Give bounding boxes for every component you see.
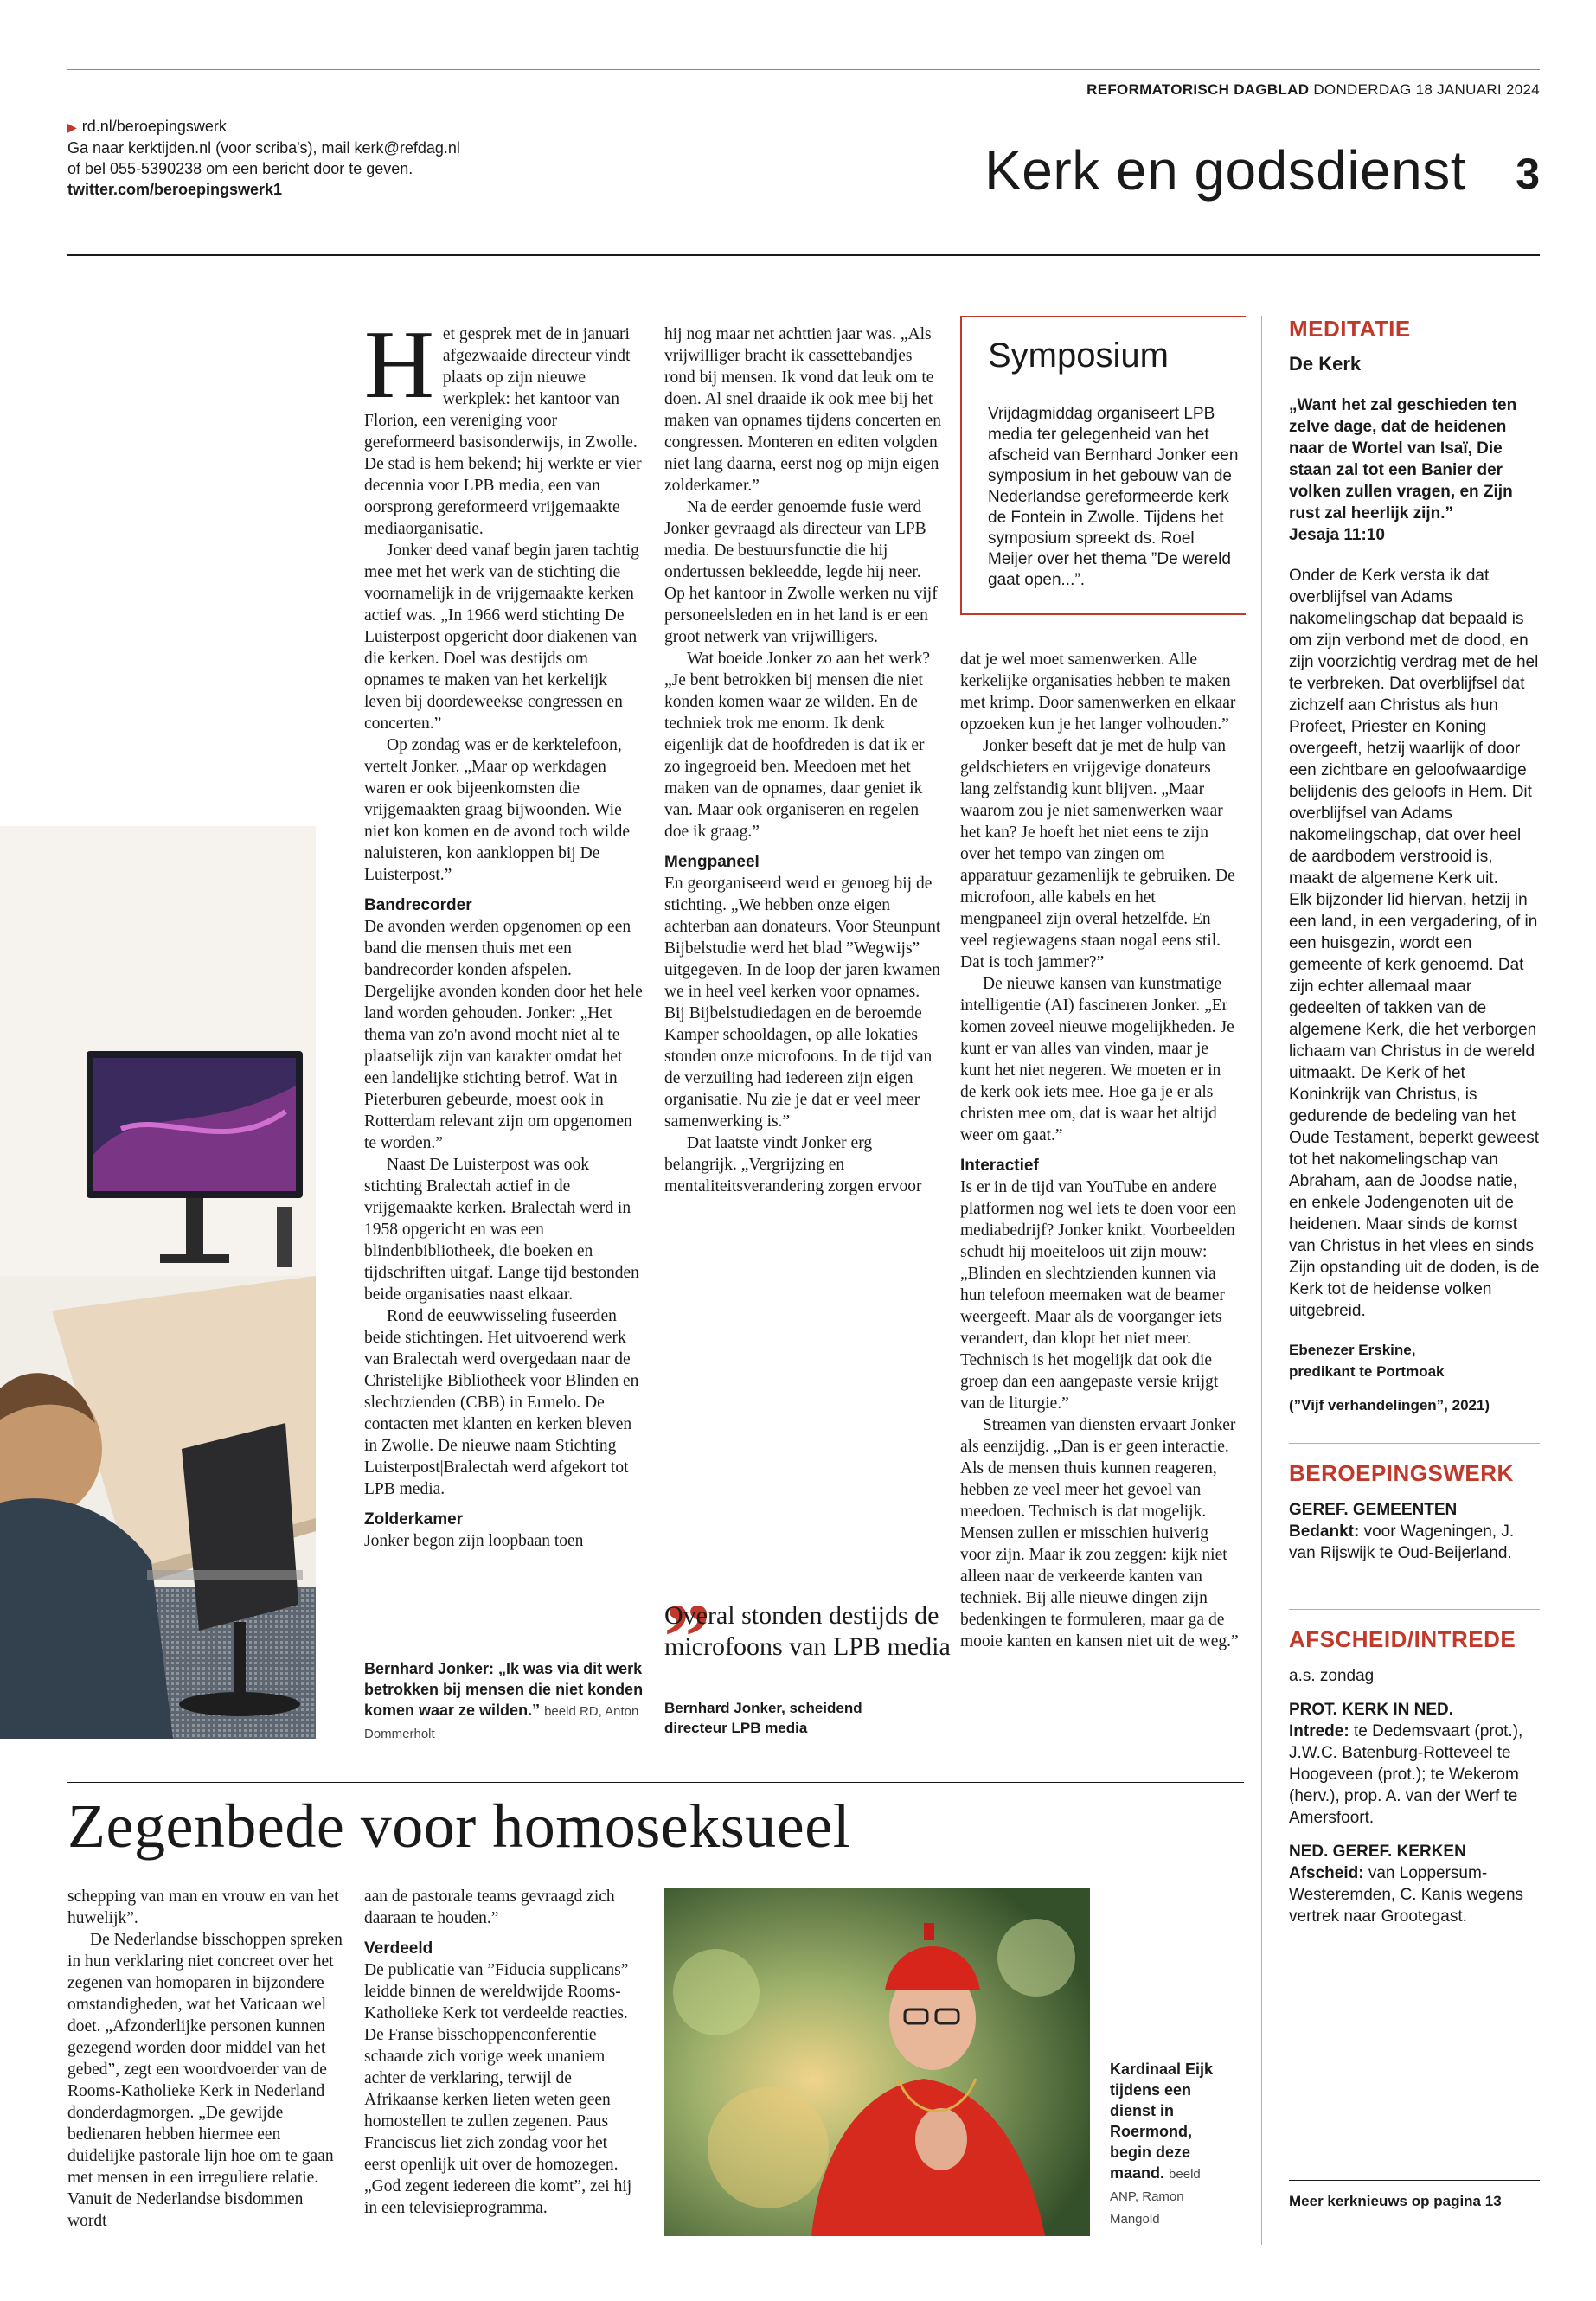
meditatie-heading: MEDITATIE [1289,316,1411,342]
caption-credit: beeld RD, Anton Dommerholt [364,1704,639,1741]
meditatie-source: (”Vijf verhandelingen”, 2021) [1289,1397,1490,1413]
paragraph: Jonker begon zijn loopbaan toen [364,1532,584,1550]
caption-text: Kardinaal Eijk tijdens een dienst in Roermond, begin deze maand. [1110,2061,1214,2182]
article-column-2 [664,324,943,1197]
paragraph: Op zondag was er de kerktelefoon, vertelt Jonker. „Maar op werkdagen waren er ook bijeenkomsten die vrijgemaakten graag bijwoonden. Wie niet kon komen en de avond toch wilde naluisteren, kon aankloppen bij De Luisterpost.” [364,736,631,884]
top-rule [67,69,1540,70]
photo-bernhard-jonker [0,826,316,1739]
meditatie-author-role: predikant te Portmoak [1289,1363,1445,1380]
afscheid-sub2: NED. GEREF. KERKEN [1289,1843,1466,1861]
pull-quote-attribution: Bernhard Jonker, scheidend directeur LPB media [664,1700,862,1736]
cardinal-scene [664,1888,1090,2236]
paragraph: De Nederlandse bisschoppen spreken in hun verklaring niet concreet over het zegenen van homoparen in bijzondere omstandigheden, wat het Vaticaan wel doet. „Afzonderlijke personen kunnen gezegend worden door middel van het gebed”, zegt een woordvoerder van de Rooms-Katholieke Kerk in Nederland donderdagmorgen. „De gewijde bedienaren hebben hiermee een duidelijke pastorale lijn hoe om te gaan met mensen in een irreguliere relatie. Vanuit de Nederlandse bisdommen wordt [67,1931,343,2230]
article-column-1 [364,311,643,1552]
paper-name: REFORMATORISCH DAGBLAD [1086,81,1310,98]
afscheid-heading: AFSCHEID/INTREDE [1289,1626,1516,1652]
contact-info [67,116,586,200]
sidebar-rule [1289,1443,1540,1444]
symposium-title: Symposium [988,336,1169,375]
section-title: Kerk en godsdienst [984,139,1466,202]
paragraph: Na de eerder genoemde fusie werd Jonker gevraagd als directeur van LPB media. De bestuursfunctie die hij ondertussen bekleedde, legde hij neer. Op het kantoor in Zwolle werken nu vijf personeelsleden en in het land is er een groot netwerk van vrijwilligers. [664,498,938,646]
caption-credit: beeld ANP, Ramon Mangold [1110,2167,1201,2227]
beroepingswerk-sub: GEREF. GEMEENTEN [1289,1501,1458,1519]
more-news-link[interactable]: Meer kerknieuws op pagina 13 [1289,2193,1502,2209]
paragraph: Streamen van diensten ervaart Jonker als eenzijdig. „Dan is er geen interactie. Als de mensen thuis kunnen reageren, hebben ze veel meer het gevoel van meedoen. Technisch is dat mogelijk. Mensen zullen er misschien huiverig voor zijn. Maar ik zou zeggen: kijk niet alleen naar de verkeerde kanten van techniek. Bij alle nieuwe dingen zijn bedenkingen te formuleren, maar ga de mooie kanten en kansen niet uit de weg.” [960,1416,1239,1650]
afscheid-sub1: PROT. KERK IN NED. [1289,1701,1454,1719]
paragraph: hij nog maar net achttien jaar was. „Als vrijwilliger bracht ik cassettebandjes rond bij mensen. Ik vond dat leuk om te doen. Al snel draaide ik ook mee bij het maken van opnames tijdens concerten en congressen. Monteren en editen volgden niet lang daarna, eerst nog op mijn eigen zolderkamer.” [664,325,942,495]
article2-column-2 [364,1886,643,2219]
paragraph: et gesprek met de in januari afgezwaaide directeur vindt plaats op zijn nieuwe werkplek: het kantoor van Florion, een vereniging voor gereformeerd basisonderwijs, in Zwolle. De stad is hem bekend; hij werkte er vier decennia voor LPB media, een van oorsprong gereformeerd vrijgemaakte mediaorganisatie. [364,325,642,538]
paragraph: Is er in de tijd van YouTube en andere platformen nog wel iets te doen voor een mediabedrijf? Jonker knikt. Voorbeelden schudt hij moeiteloos uit zijn mouw: „Blinden en slechtzienden kunnen via hun telefoon meemaken wat de beamer weergeeft. Maar als de voorganger iets verandert, dan klopt het niet meer. Technisch is het mogelijk dat ook die groep dan een aangepaste versie krijgt van de liturgie.” [960,1178,1236,1413]
afscheid-text1: te Dedemsvaart (prot.), J.W.C. Batenburg-Rotteveel te Hoogeveen (prot.); te Wekerom (herv.), prop. A. van der Werf te Amersfoort. [1289,1722,1523,1827]
paragraph: Dat laatste vindt Jonker erg belangrijk. „Vergrijzing en mentaliteitsverandering zorgen ervoor [664,1134,922,1195]
subheading: Mengpaneel [664,853,760,871]
cardinal-caption [1110,2059,1231,2230]
quote-mark-icon: „ [664,1535,712,1640]
page-number: 3 [1516,150,1540,198]
paragraph: dat je wel moet samenwerken. Alle kerkelijke organisaties hebben te maken met krimp. Door samenwerken en elkaar opzoeken kun je het langer volhouden.” [960,651,1236,734]
header-rule [67,254,1540,256]
afscheid-label2: Afscheid: [1289,1864,1364,1882]
paragraph: schepping van man en vrouw en van het huwelijk”. [67,1888,339,1927]
meditatie-title: De Kerk [1289,353,1362,375]
afscheid-label1: Intrede: [1289,1722,1349,1740]
arrow-right-icon: ▶ [67,120,77,134]
subheading: Bandrecorder [364,896,472,914]
beroepingswerk-block [1289,1460,1540,1564]
afscheid-block [1289,1626,1540,1927]
afscheid-text2: van Loppersum-Westeremden, C. Kanis wegens vertrek naar Grootegast. [1289,1864,1524,1926]
paragraph: De avonden werden opgenomen op een band die mensen thuis met een bandrecorder konden afspelen. Dergelijke avonden konden door het hele land worden gehouden. Jonker: „Het thema van zo'n avond mocht niet al te plaatselijk zijn van karakter omdat het een landelijke stichting betrof. Wat in Pieterburen gebeurde, moest ook in Rotterdam relevant zijn om opgenomen te worden.” [364,918,643,1152]
paragraph: Rond de eeuwwisseling fuseerden beide stichtingen. Het uitvoerend werk van Bralectah werd overgedaan naar de Christelijke Bibliotheek voor Blinden en slechtzienden (CBB) in Ermelo. De contacten met klanten en kerken bleven in Zwolle. De nieuwe naam Stichting Luisterpost|Bralectah werd afgekort tot LPB media. [364,1307,639,1498]
paragraph: Jonker beseft dat je met de hulp van geldschieters en vrijgevige donateurs lang zelfstandig kunt blijven. „Maar waarom zou je niet samenwerken waar het kan? Je hoeft het niet eens te zijn over het tempo van zingen om apparatuur gezamenlijk te gebruiken. De microfoon, alle kabels en het mengpaneel zijn overal hetzelfde. En veel regiewagens staan nogal eens stil. Dat is toch jammer?” [960,737,1235,971]
meditatie-author: Ebenezer Erskine, [1289,1342,1416,1358]
masthead [1086,81,1540,99]
sidebar-divider [1261,316,1262,2245]
subheading: Zolderkamer [364,1510,464,1529]
beroepingswerk-link[interactable]: rd.nl/beroepingswerk [81,118,227,135]
photo-caption [364,1658,650,1745]
beroepingswerk-text: voor Wageningen, J. van Rijswijk te Oud-Beijerland. [1289,1522,1515,1562]
article2-rule [67,1782,1244,1783]
symposium-text: Vrijdagmiddag organiseert LPB media ter gelegenheid van het afscheid van Bernhard Jonker een symposium in het gebouw van de Nederlandse gereformeerde kerk de Fontein in Zwolle. Tijdens het symposium spreekt ds. Roel Meijer over het thema ”De wereld gaat open...”. [988,405,1239,589]
article2-column-1 [67,1886,346,2232]
subheading: Interactief [960,1157,1039,1175]
paragraph: De publicatie van ”Fiducia supplicans” leidde binnen de wereldwijde Rooms-Katholieke Kerk tot verdeelde reacties. De Franse bisschoppenconferentie schaarde zich vorige week unaniem achter de verklaring, terwijl de Afrikaanse kerken lieten weten geen homostellen te zullen zegenen. Paus Franciscus liet zich zondag voor het eerst openlijk uit over de homozegen. „God zegent iedereen die komt”, zei hij in een televisieprogramma. [364,1961,632,2217]
issue-date: DONDERDAG 18 JANUARI 2024 [1313,81,1540,98]
meditatie-p1: Onder de Kerk versta ik dat overblijfsel van Adams nakomelingschap dat bepaald is om zijn verbond met de dood, en zijn voorzichtig verdrag met de hel te verbreken. Dat overblijfsel dat zichzelf aan Christus als hun Profeet, Priester en Koning overgeeft, hetzij waarlijk of door een zichtbare en geloofwaardige belijdenis des geloofs in Hem. Dit overblijfsel van Adams nakomelingschap, dat over heel de aardbodem verstrooid is, maakt de algemene Kerk uit. [1289,567,1539,888]
paragraph: aan de pastorale teams gevraagd zich daaraan te houden.” [364,1888,615,1927]
article2-headline: Zegenbede voor homoseksueel [67,1791,851,1861]
beroepingswerk-label: Bedankt: [1289,1522,1360,1541]
info-line-1: Ga naar kerktijden.nl (voor scriba's), mail kerk@refdag.nl [67,139,460,157]
sidebar-rule [1289,1609,1540,1610]
paragraph: Naast De Luisterpost was ook stichting Bralectah actief in de vrijgemaakte kerken. Bralectah werd in 1958 opgericht en was een blindenbibliotheek, die boeken en tijdschriften uitgaf. Lange tijd bestonden beide organisaties naast elkaar. [364,1156,639,1304]
symposium-box [960,316,1246,615]
paragraph: Wat boeide Jonker zo aan het werk? „Je bent betrokken bij mensen die niet konden komen waar ze wilden. En de techniek trok me enorm. Ik denk eigenlijk dat de hoofdreden is dat ik er zo ingegroeid ben. Meedoen met het maken van de opnames, daar geniet ik van. Maar ook organiseren en regelen doe ik graag.” [664,650,931,841]
paragraph: De nieuwe kansen van kunstmatige intelligentie (AI) fascineren Jonker. „Er komen zoveel nieuwe mogelijkheden. Je kunt er van alles van vinden, maar je kunt het niet negeren. We moeten er in de kerk ook iets mee. Hoe ga je er als christen mee om, dat is waar het altijd weer om gaat.” [960,975,1234,1144]
afscheid-when: a.s. zondag [1289,1667,1375,1685]
photo-cardinal-eijk [664,1888,1090,2236]
article-column-3 [960,649,1239,1652]
office-scene [0,826,316,1739]
pull-quote: Overal stonden destijds de microfoons van LPB media [664,1601,951,1661]
paragraph: Jonker deed vanaf begin jaren tachtig mee met het werk van de stichting die voornamelijk in de vrijgemaakte kerken actief was. „In 1966 werd stichting De Luisterpost opgericht door diakenen van die kerken. Doel was destijds om opnames te maken van het kerkelijk leven bij doordeweekse congressen en concerten.” [364,542,639,733]
meditatie-verse: „Want het zal geschieden ten zelve dage, dat de heidenen naar de Wortel van Isaï, Die staan zal tot een Banier der volken zullen vragen, en Zijn rust zal heerlijk zijn.” [1289,396,1517,522]
subheading: Verdeeld [364,1939,433,1958]
beroepingswerk-heading: BEROEPINGSWERK [1289,1460,1514,1486]
meditatie-ref: Jesaja 11:10 [1289,526,1385,544]
twitter-link[interactable]: twitter.com/beroepingswerk1 [67,181,283,198]
info-line-2: of bel 055-5390238 om een bericht door te geven. [67,160,413,177]
paragraph: En georganiseerd werd er genoeg bij de stichting. „We hebben onze eigen achterban aan donateurs. Voor Steunpunt Bijbelstudie werd het blad ”Wegwijs” uitgegeven. In de loop der jaren kwamen we in heel veel kerken voor opnames. Bij Bijbelstudiedagen en de beroemde Kamper schooldagen, op alle lokaties stonden onze microfoons. In de tijd van de verzuiling had iedereen zijn eigen organisatie. Nu zie je dat er veel meer samenwerking is.” [664,875,941,1131]
meditatie-p2: Elk bijzonder lid hiervan, hetzij in een land, in een vergadering, of in een huisgezin, wordt een gemeente of kerk genoemd. Dat zijn echter allemaal maar gedeelten of takken van de algemene Kerk, die het verborgen lichaam van Christus in de wereld uitmaakt. De Kerk of het Koninkrijk van Christus, is gedurende de bedeling van het Oude Testament, beperkt geweest tot het nakomelingschap van Abraham, aan de Joodse natie, en enkele Jodengenoten uit de heidenen. Maar sinds de komst van Christus in het vlees en sinds Zijn opstanding uit de doden, is de Kerk tot de heidense volken uitgebreid. [1289,891,1540,1320]
sidebar-rule [1289,2180,1540,2181]
drop-cap: H [364,311,434,419]
sidebar [1289,316,1540,1416]
caption-text: Bernhard Jonker: „Ik was via dit werk betrokken bij mensen die niet konden komen waar ze wilden.” [364,1660,644,1719]
